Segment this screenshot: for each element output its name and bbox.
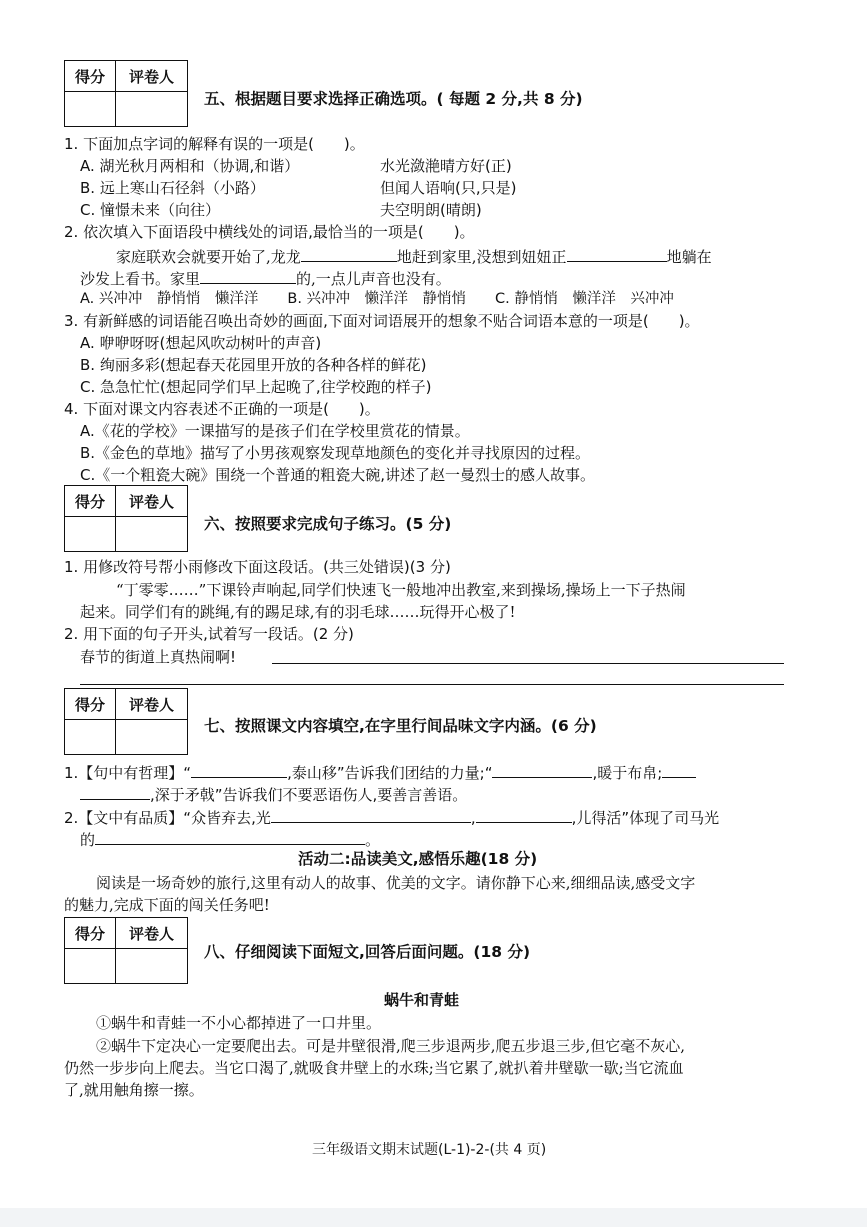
- passage-text: 沙发上看书。家里: [80, 270, 201, 288]
- section-7-title: 七、按照课文内容填空,在字里行间品味文字内涵。(6 分): [204, 717, 597, 735]
- grader-label: 评卷人: [116, 689, 188, 720]
- activity-2-intro-line2: 的魅力,完成下面的闯关任务吧!: [64, 896, 270, 914]
- q5-4-c: C.《一个粗瓷大碗》围绕一个普通的粗瓷大碗,讲述了赵一曼烈士的感人故事。: [80, 466, 596, 484]
- answer-blank[interactable]: [567, 245, 667, 262]
- section-5-title: 五、根据题目要求选择正确选项。( 每题 2 分,共 8 分): [204, 90, 583, 108]
- question-text: ,儿得活”体现了司马光: [571, 809, 720, 827]
- score-table-6: [64, 485, 188, 552]
- grader-label: 评卷人: [116, 486, 188, 517]
- q7-1-line2: [80, 783, 467, 805]
- q5-1-c2: 夫空明朗(晴朗): [380, 201, 482, 219]
- grader-label: 评卷人: [116, 918, 188, 949]
- score-table-8: [64, 917, 188, 984]
- passage-text: 地躺在: [666, 248, 712, 266]
- score-cell[interactable]: [65, 720, 116, 755]
- q5-3-b: B. 绚丽多彩(想起春天花园里开放的各种各样的鲜花): [80, 356, 427, 374]
- q5-1-a1: A. 湖光秋月两相和（协调,和谐）: [80, 157, 300, 175]
- grader-cell[interactable]: [116, 949, 188, 984]
- score-cell[interactable]: [65, 949, 116, 984]
- answer-blank[interactable]: [301, 245, 397, 262]
- q5-1-a2: 水光潋滟晴方好(正): [380, 157, 512, 175]
- q6-2-start: 春节的街道上真热闹啊!: [80, 648, 237, 666]
- answer-blank[interactable]: [80, 783, 150, 800]
- question-text: ,泰山移”告诉我们团结的力量;“: [287, 764, 493, 782]
- q5-1-b1: B. 远上寒山石径斜（小路）: [80, 179, 265, 197]
- score-cell[interactable]: [65, 517, 116, 552]
- q5-1: 1. 下面加点字词的解释有误的一项是( )。: [64, 135, 365, 153]
- q7-2-line1: [64, 806, 719, 828]
- answer-blank[interactable]: [492, 761, 592, 778]
- activity-2-title: 活动二:品读美文,感悟乐趣(18 分): [298, 850, 538, 868]
- score-label: 得分: [65, 689, 116, 720]
- q6-1-passage-line1: “丁零零……”下课铃声响起,同学们快速飞一般地冲出教室,来到操场,操场上一下子热闹: [116, 581, 686, 599]
- grader-cell[interactable]: [116, 720, 188, 755]
- question-text: 。: [365, 831, 381, 849]
- question-text: 的: [80, 831, 96, 849]
- answer-blank[interactable]: [271, 806, 471, 823]
- story-title: 蜗牛和青蛙: [384, 991, 460, 1009]
- score-label: 得分: [65, 61, 116, 92]
- passage-text: 地赶到家里,没想到妞妞正: [396, 248, 567, 266]
- q5-4-b: B.《金色的草地》描写了小男孩观察发现草地颜色的变化并寻找原因的过程。: [80, 444, 591, 462]
- question-text: ,深于矛戟”告诉我们不要恶语伤人,要善言善语。: [150, 786, 468, 804]
- answer-blank[interactable]: [95, 828, 365, 845]
- page-footer: 三年级语文期末试题(L-1)-2-(共 4 页): [312, 1142, 547, 1158]
- q6-2: 2. 用下面的句子开头,试着写一段话。(2 分): [64, 625, 354, 643]
- writing-line[interactable]: [80, 684, 784, 685]
- story-paragraph-2-line1: ②蜗牛下定决心一定要爬出去。可是井壁很滑,爬三步退两步,爬五步退三步,但它毫不灰心,: [96, 1037, 686, 1055]
- passage-text: 的,一点儿声音也没有。: [296, 270, 451, 288]
- story-paragraph-2-line3: 了,就用触角擦一擦。: [64, 1081, 204, 1099]
- score-table-7: [64, 688, 188, 755]
- answer-blank[interactable]: [200, 267, 296, 284]
- score-label: 得分: [65, 918, 116, 949]
- q7-1-line1: [64, 761, 696, 783]
- section-6-title: 六、按照要求完成句子练习。(5 分): [204, 515, 452, 533]
- story-paragraph-2-line2: 仍然一步步向上爬去。当它口渴了,就吸食井壁上的水珠;当它累了,就扒着井壁歇一歇;当它流血: [64, 1059, 684, 1077]
- q5-2-passage-line1: [116, 245, 712, 267]
- grader-cell[interactable]: [116, 517, 188, 552]
- activity-2-intro-line1: 阅读是一场奇妙的旅行,这里有动人的故事、优美的文字。请你静下心来,细细品读,感受文字: [96, 874, 696, 892]
- answer-blank[interactable]: [662, 761, 696, 778]
- score-label: 得分: [65, 486, 116, 517]
- q5-3-c: C. 急急忙忙(想起同学们早上起晚了,往学校跑的样子): [80, 378, 432, 396]
- q5-4: 4. 下面对课文内容表述不正确的一项是( )。: [64, 400, 380, 418]
- question-text: 2.【文中有品质】“众皆弃去,光: [64, 809, 271, 827]
- q7-2-line2: [80, 828, 380, 850]
- question-text: ,: [470, 809, 476, 827]
- answer-blank[interactable]: [191, 761, 287, 778]
- bottom-strip: [0, 1208, 867, 1227]
- question-text: 1.【句中有哲理】“: [64, 764, 192, 782]
- passage-text: 家庭联欢会就要开始了,龙龙: [116, 248, 301, 266]
- writing-line[interactable]: [272, 663, 784, 664]
- q5-2-passage-line2: [80, 267, 451, 289]
- answer-blank[interactable]: [476, 806, 572, 823]
- grader-label: 评卷人: [116, 61, 188, 92]
- q5-3: 3. 有新鲜感的词语能召唤出奇妙的画面,下面对词语展开的想象不贴合词语本意的一项是( )。: [64, 312, 700, 330]
- grader-cell[interactable]: [116, 92, 188, 127]
- q5-1-c1: C. 憧憬未来（向往）: [80, 201, 221, 219]
- score-table-5: [64, 60, 188, 127]
- q5-3-a: A. 咿咿呀呀(想起风吹动树叶的声音): [80, 334, 322, 352]
- question-text: ,暖于布帛;: [592, 764, 663, 782]
- q5-4-a: A.《花的学校》一课描写的是孩子们在学校里赏花的情景。: [80, 422, 470, 440]
- q5-2: 2. 依次填入下面语段中横线处的词语,最恰当的一项是( )。: [64, 223, 475, 241]
- story-paragraph-1: ①蜗牛和青蛙一不小心都掉进了一口井里。: [96, 1014, 382, 1032]
- q5-2-options: A. 兴冲冲 静悄悄 懒洋洋 B. 兴冲冲 懒洋洋 静悄悄 C. 静悄悄 懒洋洋 兴冲冲: [80, 291, 674, 307]
- q6-1-passage-line2: 起来。同学们有的跳绳,有的踢足球,有的羽毛球……玩得开心极了!: [80, 603, 516, 621]
- score-cell[interactable]: [65, 92, 116, 127]
- q6-1: 1. 用修改符号帮小雨修改下面这段话。(共三处错误)(3 分): [64, 558, 451, 576]
- q5-1-b2: 但闻人语响(只,只是): [380, 179, 517, 197]
- section-8-title: 八、仔细阅读下面短文,回答后面问题。(18 分): [204, 943, 531, 961]
